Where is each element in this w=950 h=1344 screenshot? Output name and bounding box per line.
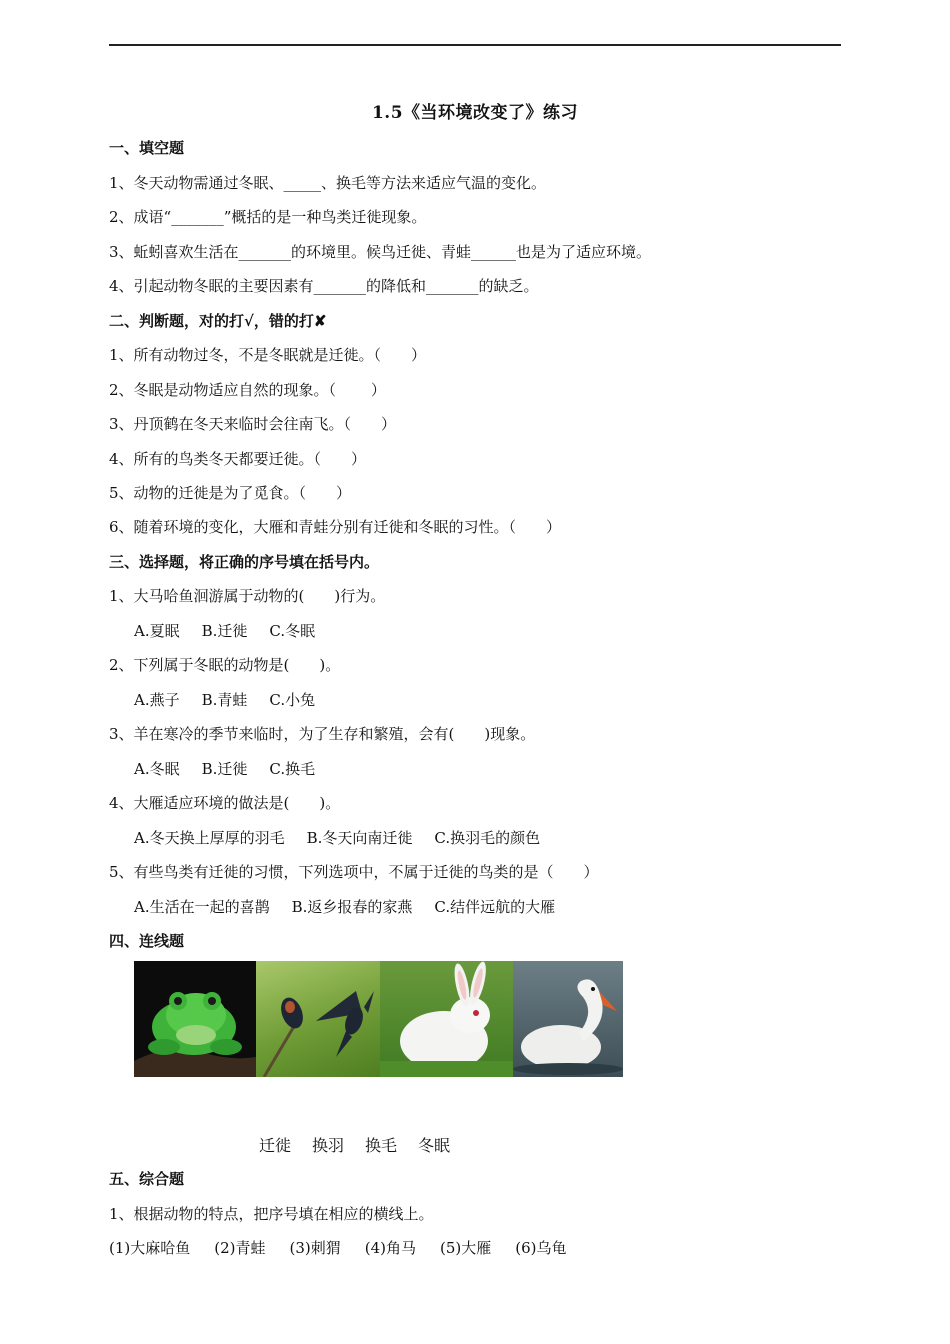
choice-options-5 xyxy=(134,896,577,918)
option-a: A.生活在一起的喜鹊 xyxy=(134,898,270,916)
choice-question-2: 2、下列属于冬眠的动物是( )。 xyxy=(109,656,341,674)
swallow-photo xyxy=(256,961,380,1077)
choice-question-4: 4、大雁适应环境的做法是( )。 xyxy=(109,794,341,812)
option-c: C.换毛 xyxy=(269,760,316,778)
true-false-question-5: 5、动物的迁徙是为了觅食。（ ） xyxy=(109,484,352,502)
label-hibernation: 冬眠 xyxy=(418,1136,451,1155)
matching-labels xyxy=(259,1133,471,1156)
choice-options-3 xyxy=(134,758,337,780)
option-a: A.燕子 xyxy=(134,691,180,709)
option-c: C.小兔 xyxy=(269,691,316,709)
fill-blank-question-4: 4、引起动物冬眠的主要因素有_______的降低和_______的缺乏。 xyxy=(109,277,539,295)
animal-item: (2)青蛙 xyxy=(214,1239,266,1257)
label-migration: 迁徙 xyxy=(259,1136,292,1155)
animal-item: (5)大雁 xyxy=(440,1239,492,1257)
true-false-question-4: 4、所有的鸟类冬天都要迁徙。（ ） xyxy=(109,450,367,468)
label-molt-feather: 换羽 xyxy=(312,1136,345,1155)
option-b: B.迁徙 xyxy=(201,622,248,640)
section-heading-true-false: 二、判断题，对的打√，错的打✘ xyxy=(109,312,327,330)
choice-options-2 xyxy=(134,689,337,711)
option-b: B.青蛙 xyxy=(201,691,248,709)
true-false-question-1: 1、所有动物过冬，不是冬眠就是迁徙。（ ） xyxy=(109,346,427,364)
label-molt-fur: 换毛 xyxy=(365,1136,398,1155)
choice-question-5: 5、有些鸟类有迁徙的习惯，下列选项中，不属于迁徙的鸟类的是（ ） xyxy=(109,863,599,881)
section-heading-fill-blank: 一、填空题 xyxy=(109,139,185,157)
fill-blank-question-1: 1、冬天动物需通过冬眠、_____、换毛等方法来适应气温的变化。 xyxy=(109,174,547,192)
true-false-question-2: 2、冬眠是动物适应自然的现象。（ ） xyxy=(109,381,386,399)
true-false-question-6: 6、随着环境的变化，大雁和青蛙分别有迁徙和冬眠的习性。（ ） xyxy=(109,518,562,536)
fill-blank-question-3: 3、蚯蚓喜欢生活在_______的环境里。候鸟迁徙、青蛙______也是为了适应环境。 xyxy=(109,243,652,261)
option-c: C.冬眠 xyxy=(269,622,316,640)
choice-question-1: 1、大马哈鱼洄游属于动物的( )行为。 xyxy=(109,587,386,605)
option-a: A.冬眠 xyxy=(134,760,180,778)
animal-item: (4)角马 xyxy=(364,1239,416,1257)
header-rule xyxy=(109,44,841,46)
rabbit-photo xyxy=(380,961,513,1077)
option-b: B.返乡报春的家燕 xyxy=(291,898,413,916)
fill-blank-question-2: 2、成语“_______”概括的是一种鸟类迁徙现象。 xyxy=(109,208,427,226)
section-heading-multiple-choice: 三、选择题，将正确的序号填在括号内。 xyxy=(109,553,380,571)
animal-photo-strip xyxy=(134,961,623,1077)
animal-item: (3)刺猬 xyxy=(289,1239,341,1257)
option-c: C.换羽毛的颜色 xyxy=(434,829,541,847)
section-heading-matching: 四、连线题 xyxy=(109,932,185,950)
page-title: 1.5《当环境改变了》练习 xyxy=(371,103,579,123)
choice-options-4 xyxy=(134,827,562,849)
option-b: B.冬天向南迁徙 xyxy=(306,829,413,847)
comprehensive-question-1: 1、根据动物的特点，把序号填在相应的横线上。 xyxy=(109,1205,434,1223)
choice-options-1 xyxy=(134,620,337,642)
option-a: A.冬天换上厚厚的羽毛 xyxy=(134,829,285,847)
option-b: B.迁徙 xyxy=(201,760,248,778)
section-heading-comprehensive: 五、综合题 xyxy=(109,1170,185,1188)
frog-photo xyxy=(134,961,256,1077)
option-a: A.夏眠 xyxy=(134,622,180,640)
animal-list xyxy=(109,1237,567,1259)
option-c: C.结伴远航的大雁 xyxy=(434,898,556,916)
choice-question-3: 3、羊在寒冷的季节来临时，为了生存和繁殖，会有( )现象。 xyxy=(109,725,536,743)
swan-photo xyxy=(513,961,623,1077)
animal-item: (1)大麻哈鱼 xyxy=(109,1239,191,1257)
true-false-question-3: 3、丹顶鹤在冬天来临时会往南飞。（ ） xyxy=(109,415,397,433)
animal-item: (6)乌龟 xyxy=(515,1239,567,1257)
